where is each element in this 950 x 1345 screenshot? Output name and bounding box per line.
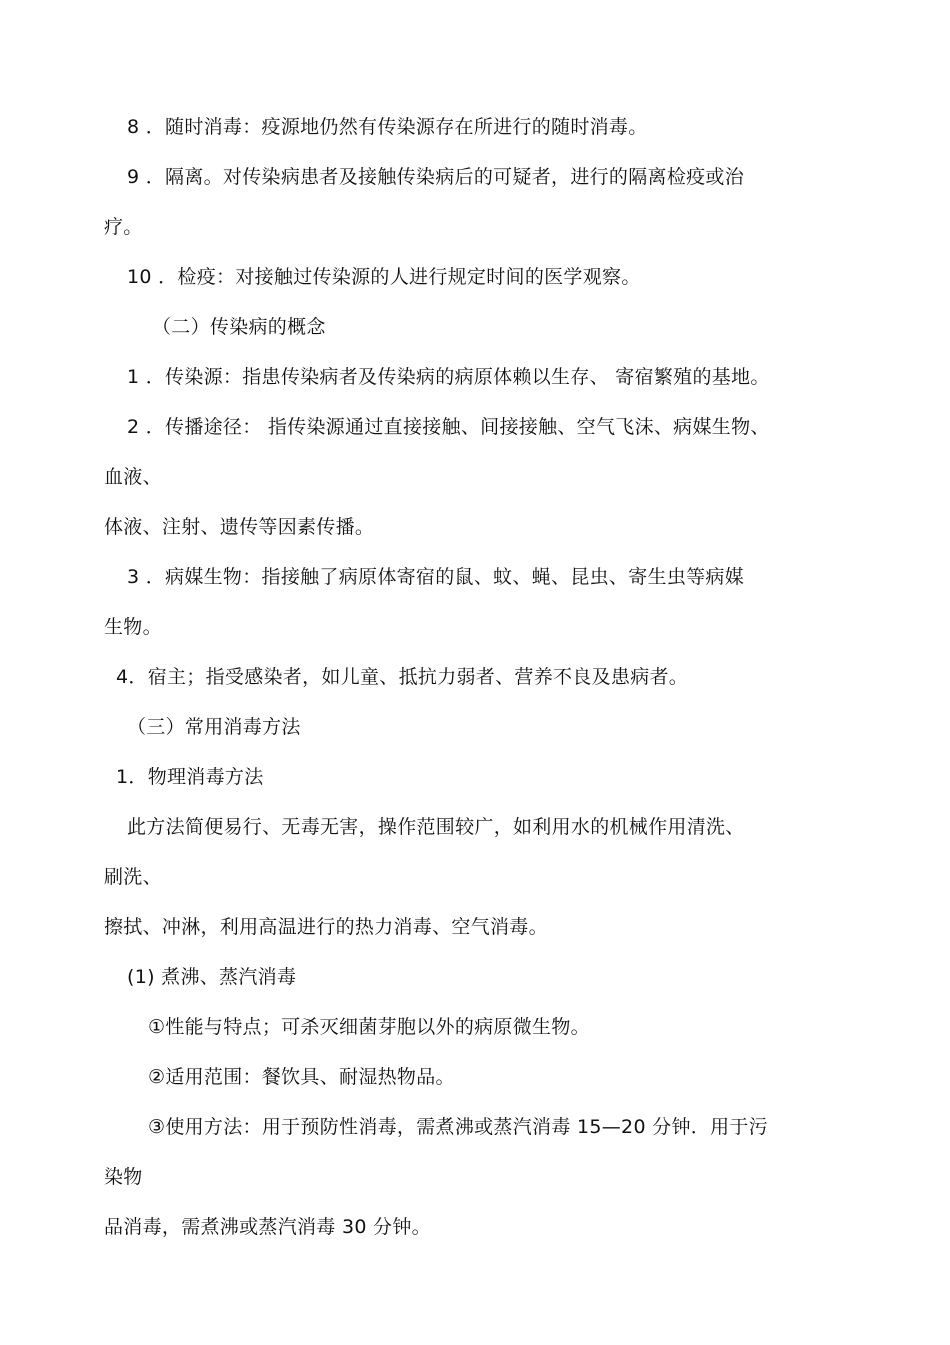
text-line-paragraph: 此方法简便易行、无毒无害，操作范围较广，如利用水的机械作用清洗、 (127, 816, 745, 838)
text-line-item-9: 9 ．隔离。对传染病患者及接触传染病后的可疑者，进行的隔离检疫或治 (127, 166, 745, 188)
text-line-method-cont2: 品消毒，需煮沸或蒸汽消毒 30 分钟。 (104, 1216, 431, 1238)
text-line-def-2-cont: 血液、 (104, 466, 162, 488)
text-line-def-4: 4．宿主；指受感染者，如儿童、抵抗力弱者、营养不良及患病者。 (116, 666, 689, 688)
subsection-heading-boil: (1) 煮沸、蒸汽消毒 (127, 966, 297, 988)
text-line-method-cont: 染物 (104, 1166, 143, 1188)
subsection-heading-1: 1．物理消毒方法 (116, 766, 264, 788)
text-line-item-8: 8 ．随时消毒：疫源地仍然有传染源存在所进行的随时消毒。 (127, 116, 648, 138)
text-line-paragraph-cont2: 擦拭、冲淋，利用高温进行的热力消毒、空气消毒。 (104, 916, 548, 938)
text-line-method: ③使用方法：用于预防性消毒，需煮沸或蒸汽消毒 15—20 分钟．用于污 (148, 1116, 768, 1138)
text-line-def-2-cont2: 体液、注射、遗传等因素传播。 (104, 516, 375, 538)
text-line-def-3: 3 ．病媒生物：指接触了病原体寄宿的鼠、蚊、蝇、昆虫、寄生虫等病媒 (127, 566, 745, 588)
text-line-scope: ②适用范围：餐饮具、耐湿热物品。 (148, 1066, 455, 1088)
text-line-def-1: 1 ．传染源：指患传染病者及传染病的病原体赖以生存、 寄宿繁殖的基地。 (127, 366, 770, 388)
text-line-item-10: 10 ．检疫：对接触过传染源的人进行规定时间的医学观察。 (127, 266, 641, 288)
text-line-def-2: 2 ．传播途径： 指传染源通过直接接触、间接接触、空气飞沫、病媒生物、 (127, 416, 770, 438)
section-heading-3: （三）常用消毒方法 (127, 716, 301, 738)
text-line-feature: ①性能与特点；可杀灭细菌芽胞以外的病原微生物。 (148, 1016, 590, 1038)
text-line-def-3-cont: 生物。 (104, 616, 162, 638)
section-heading-2: （二）传染病的概念 (152, 316, 326, 338)
text-line-paragraph-cont: 刷洗、 (104, 866, 162, 888)
text-line-item-9-cont: 疗。 (104, 216, 143, 238)
